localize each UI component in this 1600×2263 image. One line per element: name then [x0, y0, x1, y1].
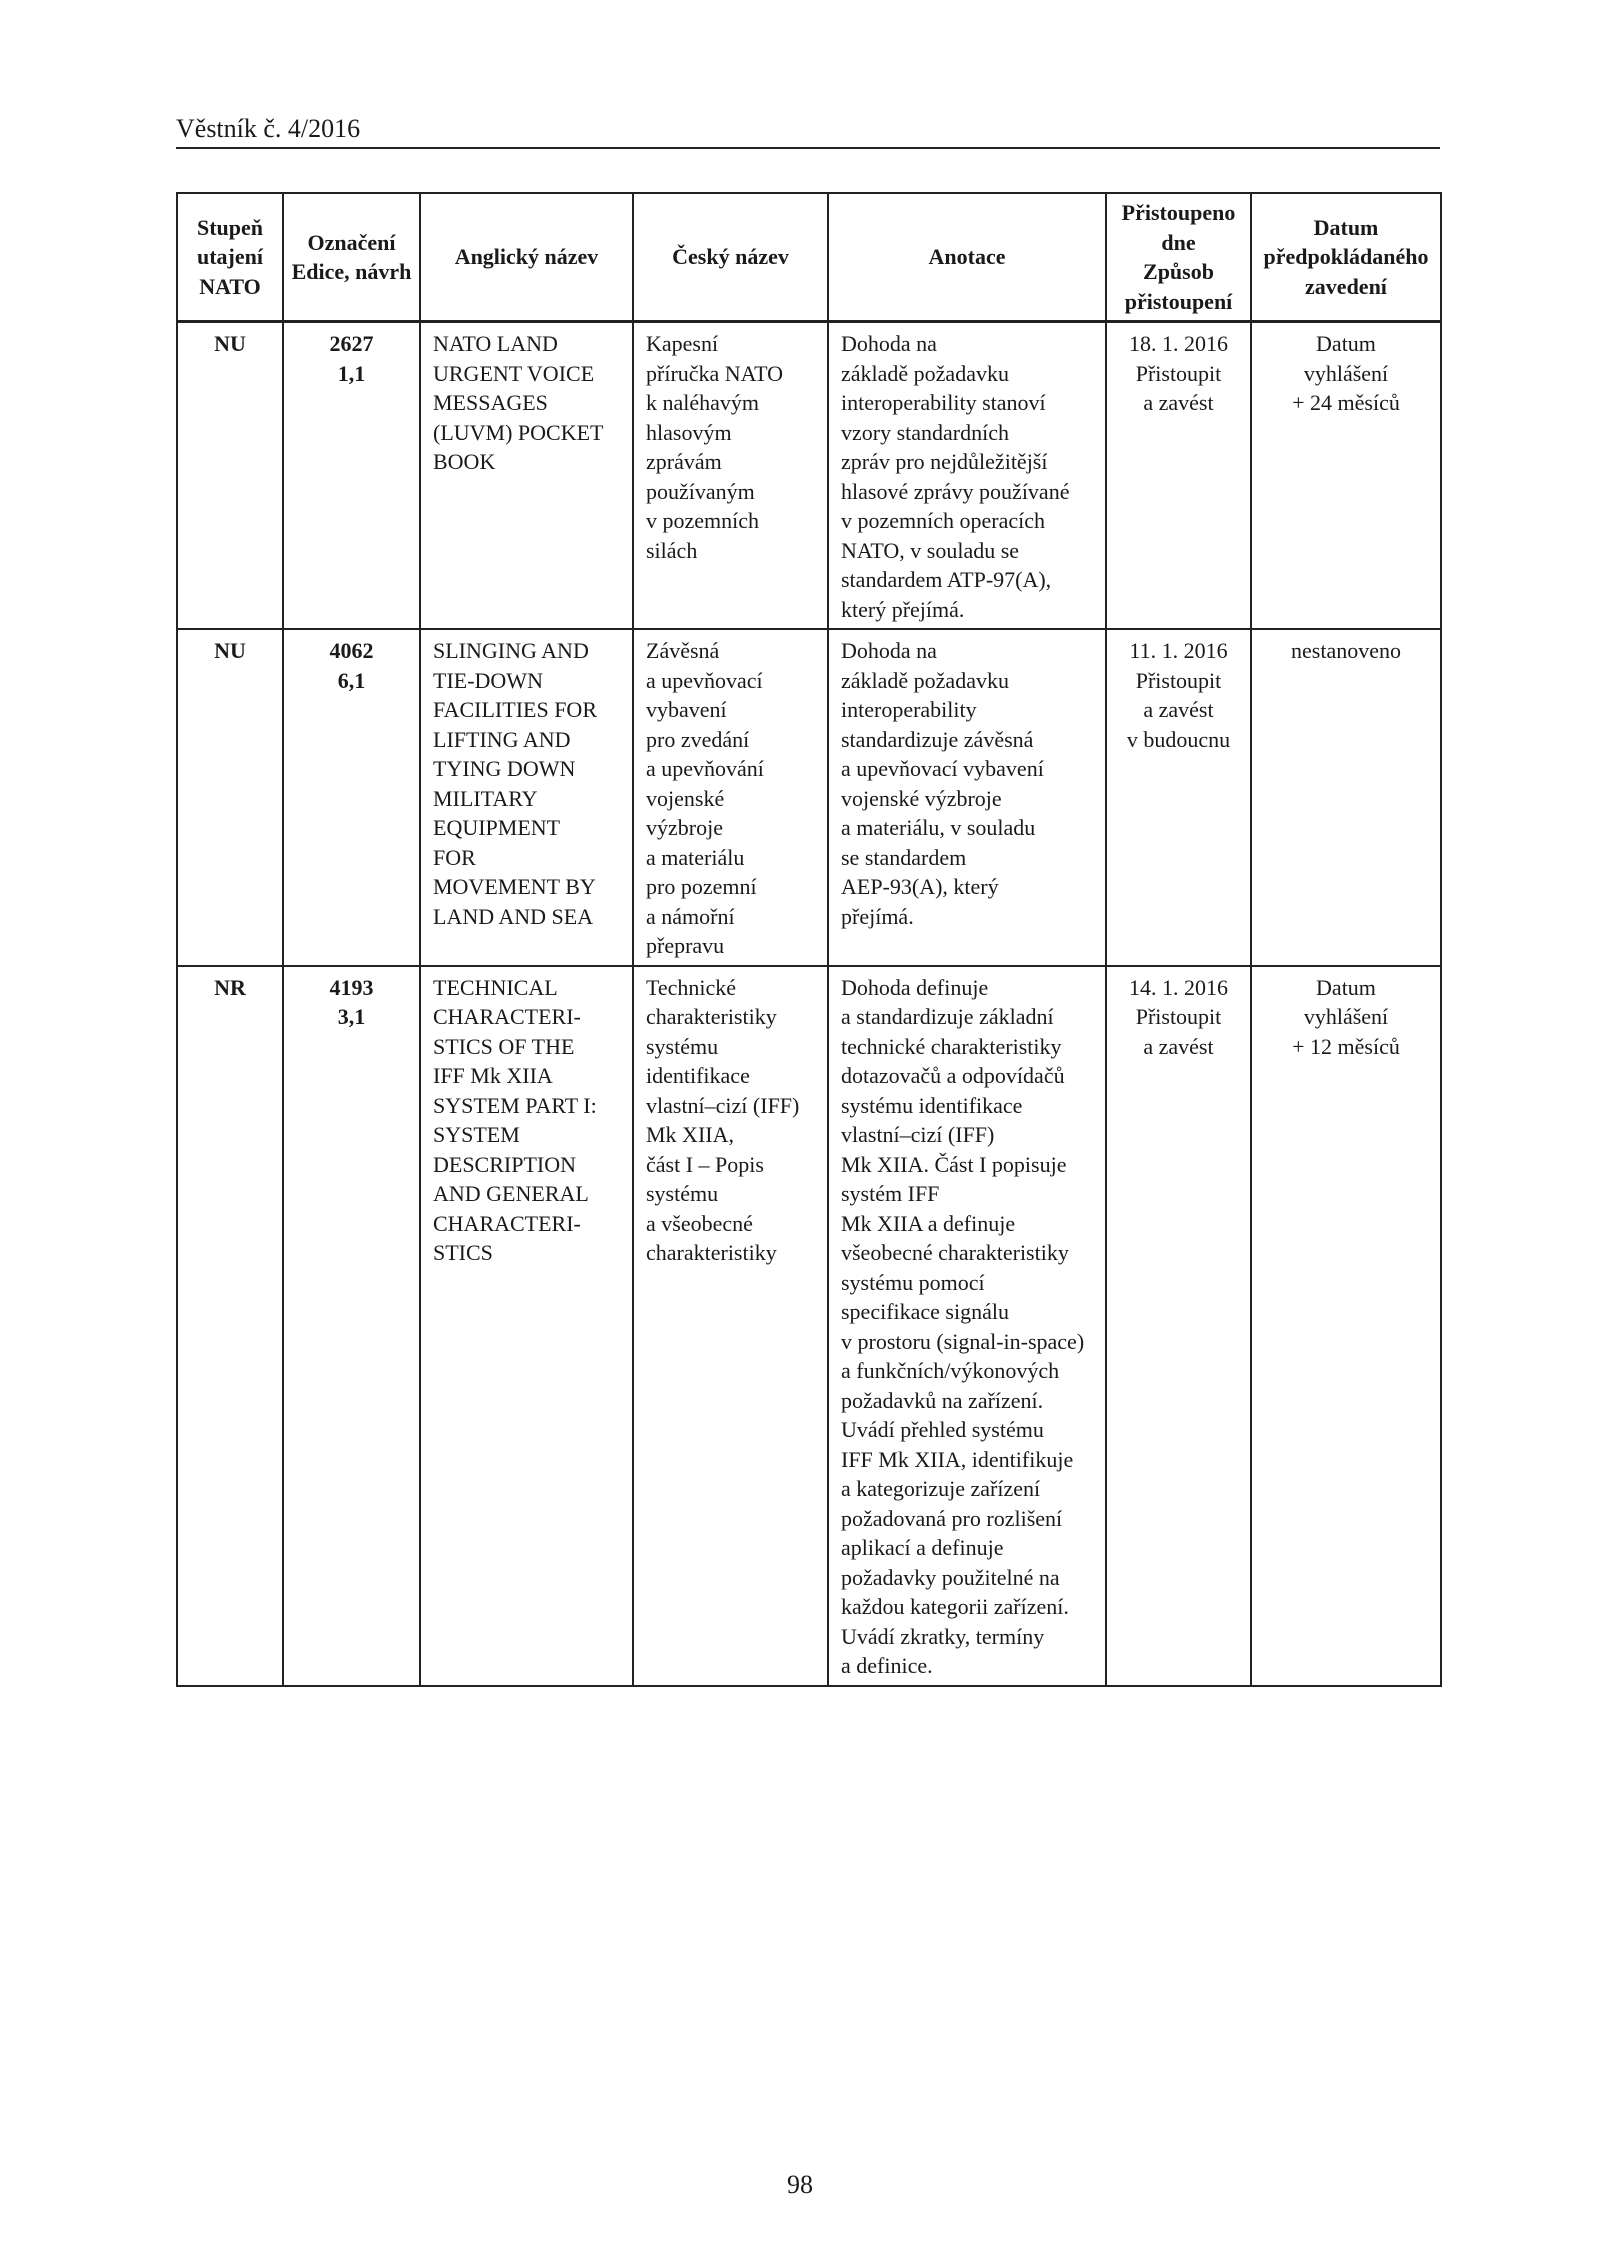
annotation-cell: Dohoda na základě požadavku interoperability stanoví vzory standardních zpráv pro nejdůležitější hlasové zprávy používané v pozemních operacích NATO, v souladu se standardem ATP-97(A), který přejímá.: [828, 322, 1106, 630]
table-header-row: [177, 193, 1441, 322]
czech-name-cell: Závěsná a upevňovací vybavení pro zvedání a upevňování vojenské výzbroje a materiálu pro pozemní a námořní přepravu: [633, 629, 828, 966]
column-header-classification: Stupeň utajení NATO: [177, 193, 283, 322]
column-header-annotation: Anotace: [828, 193, 1106, 322]
annotation-cell: Dohoda na základě požadavku interoperability standardizuje závěsná a upevňovací vybavení vojenské výzbroje a materiálu, v souladu se standardem AEP-93(A), který přejímá.: [828, 629, 1106, 966]
page-header: [176, 112, 1440, 149]
designation-cell: 4062 6,1: [283, 629, 420, 966]
english-name-cell: NATO LAND URGENT VOICE MESSAGES (LUVM) POCKET BOOK: [420, 322, 633, 630]
czech-name-cell: Kapesní příručka NATO k naléhavým hlasovým zprávám používaným v pozemních silách: [633, 322, 828, 630]
czech-name-cell: Technické charakteristiky systému identifikace vlastní–cizí (IFF) Mk XIIA, část I – Popis systému a všeobecné charakteristiky: [633, 966, 828, 1686]
column-header-designation: Označení Edice, návrh: [283, 193, 420, 322]
classification-cell: NU: [177, 629, 283, 966]
table-row: [177, 322, 1441, 630]
standards-table: [176, 192, 1442, 1687]
column-header-implementation-date: Datum předpokládaného zavedení: [1251, 193, 1441, 322]
column-header-czech-name: Český název: [633, 193, 828, 322]
classification-cell: NR: [177, 966, 283, 1686]
table-row: [177, 966, 1441, 1686]
classification-cell: NU: [177, 322, 283, 630]
implementation-date-cell: Datum vyhlášení + 24 měsíců: [1251, 322, 1441, 630]
implementation-date-cell: Datum vyhlášení + 12 měsíců: [1251, 966, 1441, 1686]
designation-cell: 2627 1,1: [283, 322, 420, 630]
column-header-english-name: Anglický název: [420, 193, 633, 322]
implementation-date-cell: nestanoveno: [1251, 629, 1441, 966]
english-name-cell: TECHNICAL CHARACTERI- STICS OF THE IFF Mk XIIA SYSTEM PART I: SYSTEM DESCRIPTION AND GENERAL CHARACTERI- STICS: [420, 966, 633, 1686]
column-header-acceded: Přistoupeno dne Způsob přistoupení: [1106, 193, 1251, 322]
page-number: 98: [787, 2170, 813, 2199]
table-row: [177, 629, 1441, 966]
acceded-cell: 18. 1. 2016 Přistoupit a zavést: [1106, 322, 1251, 630]
journal-title: Věstník č. 4/2016: [176, 114, 361, 143]
english-name-cell: SLINGING AND TIE-DOWN FACILITIES FOR LIFTING AND TYING DOWN MILITARY EQUIPMENT FOR MOVEMENT BY LAND AND SEA: [420, 629, 633, 966]
acceded-cell: 11. 1. 2016 Přistoupit a zavést v budoucnu: [1106, 629, 1251, 966]
designation-cell: 4193 3,1: [283, 966, 420, 1686]
annotation-cell: Dohoda definuje a standardizuje základní technické charakteristiky dotazovačů a odpovídačů systému identifikace vlastní–cizí (IFF) Mk XIIA. Část I popisuje systém IFF Mk XIIA a definuje všeobecné charakteristiky systému pomocí specifikace signálu v prostoru (signal-in-space) a funkčních/výkonových požadavků na zařízení. Uvádí přehled systému IFF Mk XIIA, identifikuje a kategorizuje zařízení požadovaná pro rozlišení aplikací a definuje požadavky použitelné na každou kategorii zařízení. Uvádí zkratky, termíny a definice.: [828, 966, 1106, 1686]
acceded-cell: 14. 1. 2016 Přistoupit a zavést: [1106, 966, 1251, 1686]
